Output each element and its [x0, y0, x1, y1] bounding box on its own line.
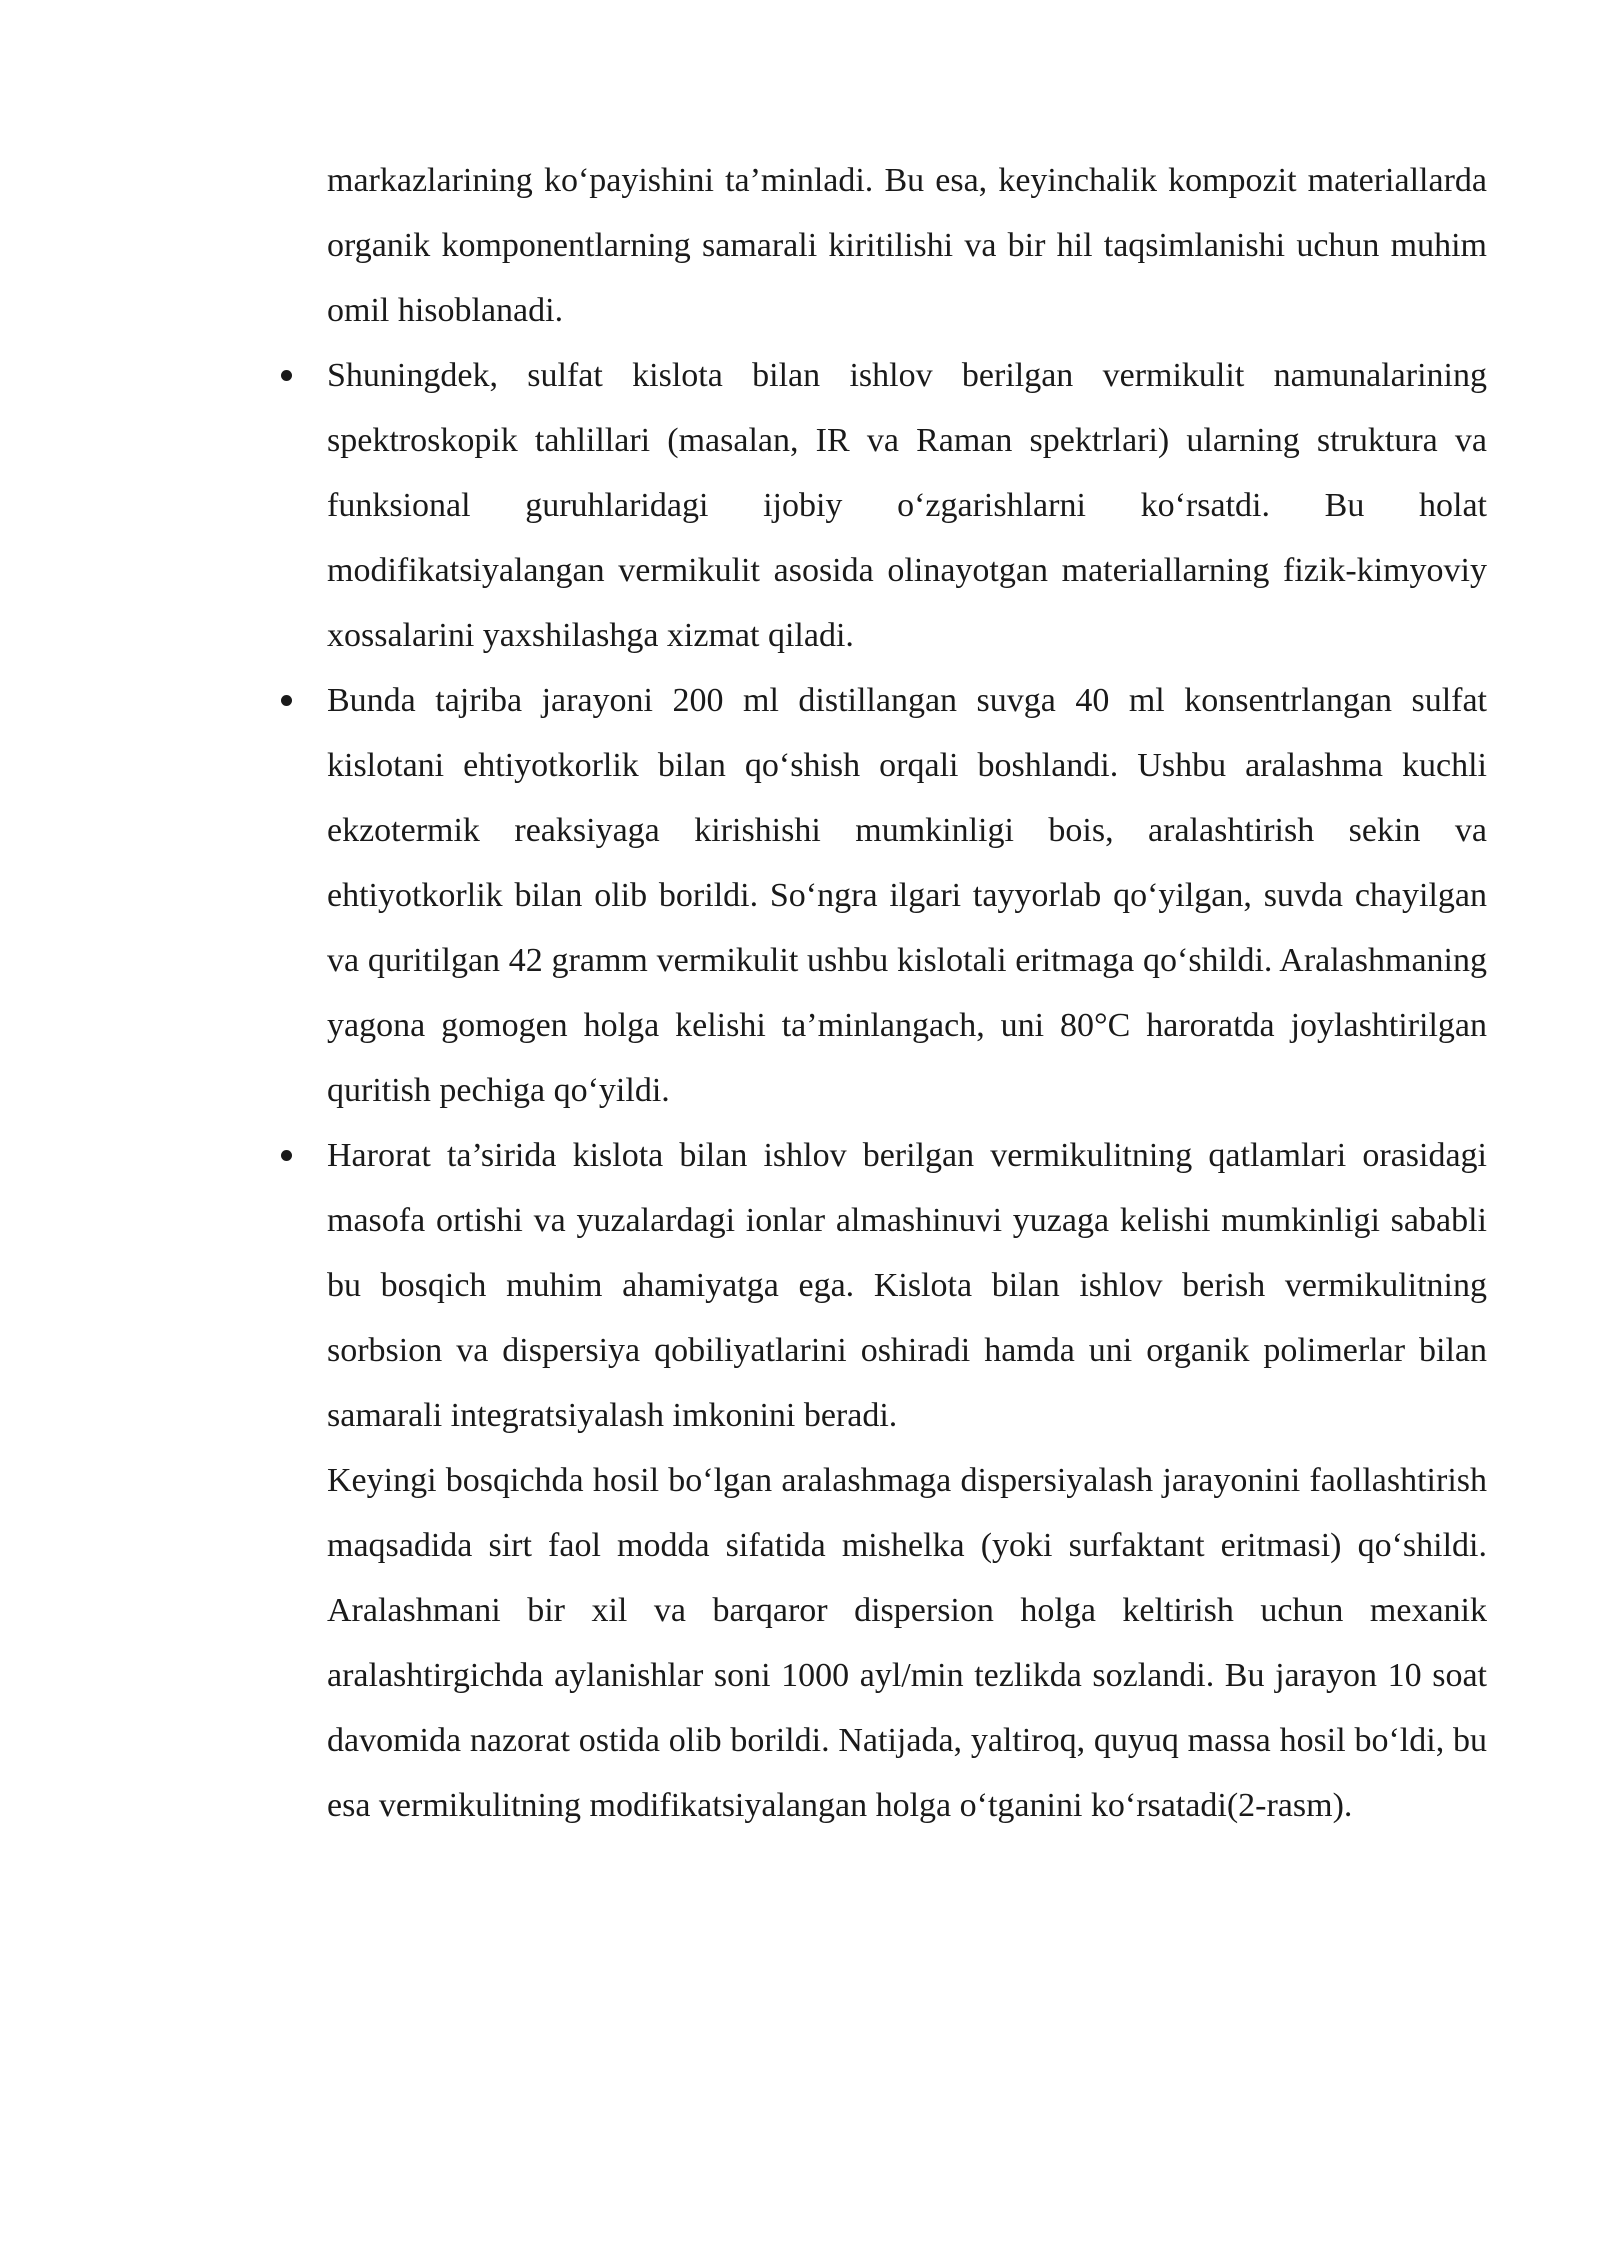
bullet-icon — [276, 1123, 296, 1188]
bullet-item — [327, 343, 1487, 668]
text-column — [327, 148, 1487, 1838]
bullet-text: Harorat ta’sirida kislota bilan ishlov berilgan vermikulitning qatlamlari orasidagi masofa ortishi va yuzalardagi ionlar almashinuvi yuzaga kelishi mumkinligi sababli bu bosqich muhim ahamiyatga ega. Kislota bilan ishlov berish vermikulitning sorbsion va dispersiya qobiliyatlarini oshiradi hamda uni organik polimerlar bilan samarali integratsiyalash imkonini beradi. — [327, 1137, 1487, 1434]
bullet-text: Shuningdek, sulfat kislota bilan ishlov berilgan vermikulit namunalarining spektroskopik tahlillari (masalan, IR va Raman spektrlari) ularning struktura va funksional guruhlaridagi ijobiy o‘zgarishlarni ko‘rsatdi. Bu holat modifikatsiyalangan vermikulit asosida olinayotgan materiallarning fizik-kimyoviy xossalarini yaxshilashga xizmat qiladi. — [327, 357, 1487, 654]
bullet-item — [327, 1123, 1487, 1448]
continuation-paragraph: markazlarining ko‘payishini ta’minladi. Bu esa, keyinchalik kompozit materiallarda organik komponentlarning samarali kiritilishi va bir hil taqsimlanishi uchun muhim omil hisoblanadi. — [327, 162, 1487, 329]
bullet-icon — [276, 343, 296, 408]
bullet-item — [327, 668, 1487, 1123]
bullet-text: Bunda tajriba jarayoni 200 ml distillangan suvga 40 ml konsentrlangan sulfat kislotani ehtiyotkorlik bilan qo‘shish orqali boshlandi. Ushbu aralashma kuchli ekzotermik reaksiyaga kirishishi mumkinligi bois, aralashtirish sekin va ehtiyotkorlik bilan olib borildi. So‘ngra ilgari tayyorlab qo‘yilgan, suvda chayilgan va quritilgan 42 gramm vermikulit ushbu kislotali eritmaga qo‘shildi. Aralashmaning yagona gomogen holga kelishi ta’minlangach, uni 80°C haroratda joylashtirilgan quritish pechiga qo‘yildi. — [327, 682, 1487, 1109]
final-paragraph: Keyingi bosqichda hosil bo‘lgan aralashmaga dispersiyalash jarayonini faollashtirish maqsadida sirt faol modda sifatida mishelka (yoki surfaktant eritmasi) qo‘shildi. Aralashmani bir xil va barqaror dispersion holga keltirish uchun mexanik aralashtirgichda aylanishlar soni 1000 ayl/min tezlikda sozlandi. Bu jarayon 10 soat davomida nazorat ostida olib borildi. Natijada, yaltiroq, quyuq massa hosil bo‘ldi, bu esa vermikulitning modifikatsiyalangan holga o‘tganini ko‘rsatadi(2-rasm). — [327, 1462, 1487, 1824]
bullet-icon — [276, 668, 296, 733]
